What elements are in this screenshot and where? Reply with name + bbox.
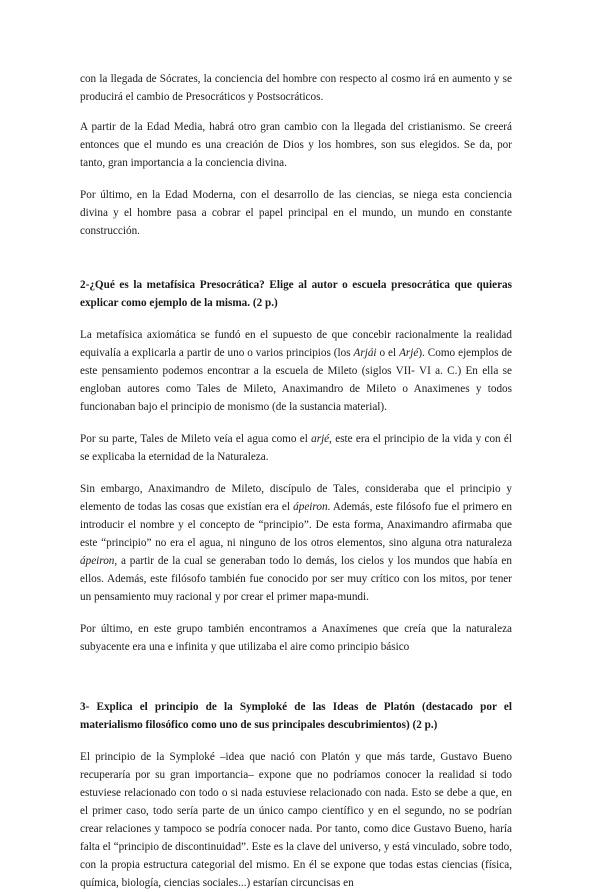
intro-paragraph-3: Por último, en la Edad Moderna, con el desarrollo de las ciencias, se niega esta conciencia divina y el hombre pasa a cobrar el papel principal en el mundo, un mundo en constante construcción. (80, 189, 512, 237)
section3-paragraph-1: El principio de la Symploké –idea que nació con Platón y que más tarde, Gustavo Bueno recuperaría por su gran importancia– expone que no podríamos conocer la realidad si todo estuviese relacionado con todo o si nada estuviese relacionado con nada. Esto se debe a que, en el primer caso, todo sería parte de un único campo científico y en el segundo, no se podrían crear relaciones y tampoco se podría conocer nada. Por tanto, como dice Gustavo Bueno, haría falta el “principio de discontinuidad”. Este es la clave del universo, y está vinculado, sobre todo, con la propia estructura categorial del mismo. En él se expone que todas estas ciencias (física, química, biología, ciencias sociales...) estarían circuncisas en (80, 751, 512, 889)
spacer (80, 670, 512, 698)
term-arje-tales: arjé (311, 433, 330, 445)
term-arjai: Arjái (353, 347, 377, 359)
section2-paragraph-1: La metafísica axiomática se fundó en el supuesto de que concebir racionalmente la realidad equivalía a explicarla a partir de uno o varios principios (los Arjái o el Arjé). Como ejemplos de este pensamiento podemos encontrar a la escuela de Mileto (siglos VII- VI a. C.) En ella se engloban autores como Tales de Mileto, Anaximandro de Mileto o Anaximenes y todos funcionaban bajo el principio de monismo (de la sustancia material). (80, 329, 513, 413)
spacer (80, 254, 512, 276)
section2-paragraph-4: Por último, en este grupo también encontramos a Anaxímenes que creía que la naturaleza subyacente era una e infinita y que utilizaba el aire como principio básico (80, 623, 512, 653)
term-apeiron-2: ápeiron (80, 555, 115, 567)
section2-paragraph-3: Sin embargo, Anaximandro de Mileto, discípulo de Tales, consideraba que el principio y elemento de todas las cosas que existían era el ápeiron. Además, este filósofo fue el primero en introducir el nombre y el concepto de “principio”. De esta forma, Anaximandro afirmaba que este “principio” no era el agua, ni ninguno de los otros elementos, sino alguna otra naturaleza ápeiron, a partir de la cual se generaban todo lo demás, los cielos y los mundos que había en ellos. Además, este filósofo también fue conocido por ser muy crítico con los mitos, por tener un pensamiento muy racional y por crear el primer mapa-mundi. (80, 483, 512, 603)
intro-paragraph-2: A partir de la Edad Media, habrá otro gran cambio con la llegada del cristianismo. Se creerá entonces que el mundo es una creación de Dios y los hombres, son sus elegidos. Se da, por tanto, gran importancia a la conciencia divina. (80, 121, 512, 169)
question-2-heading: 2-¿Qué es la metafísica Presocrática? Elige al autor o escuela presocrática que quieras explicar como ejemplo de la misma. (2 p.) (80, 279, 512, 309)
term-apeiron: ápeiron (293, 501, 328, 513)
question-3-heading: 3- Explica el principio de la Symploké de las Ideas de Platón (destacado por el materialismo filosófico como uno de sus principales descubrimientos) (2 p.) (80, 701, 512, 731)
intro-paragraph-1: con la llegada de Sócrates, la conciencia del hombre con respecto al cosmo irá en aumento y se producirá el cambio de Presocráticos y Postsocráticos. (80, 73, 512, 103)
section2-paragraph-2: Por su parte, Tales de Mileto veía el agua como el arjé, este era el principio de la vida y con él se explicaba la eternidad de la Naturaleza. (80, 433, 512, 463)
term-arje: Arjé (399, 347, 419, 359)
